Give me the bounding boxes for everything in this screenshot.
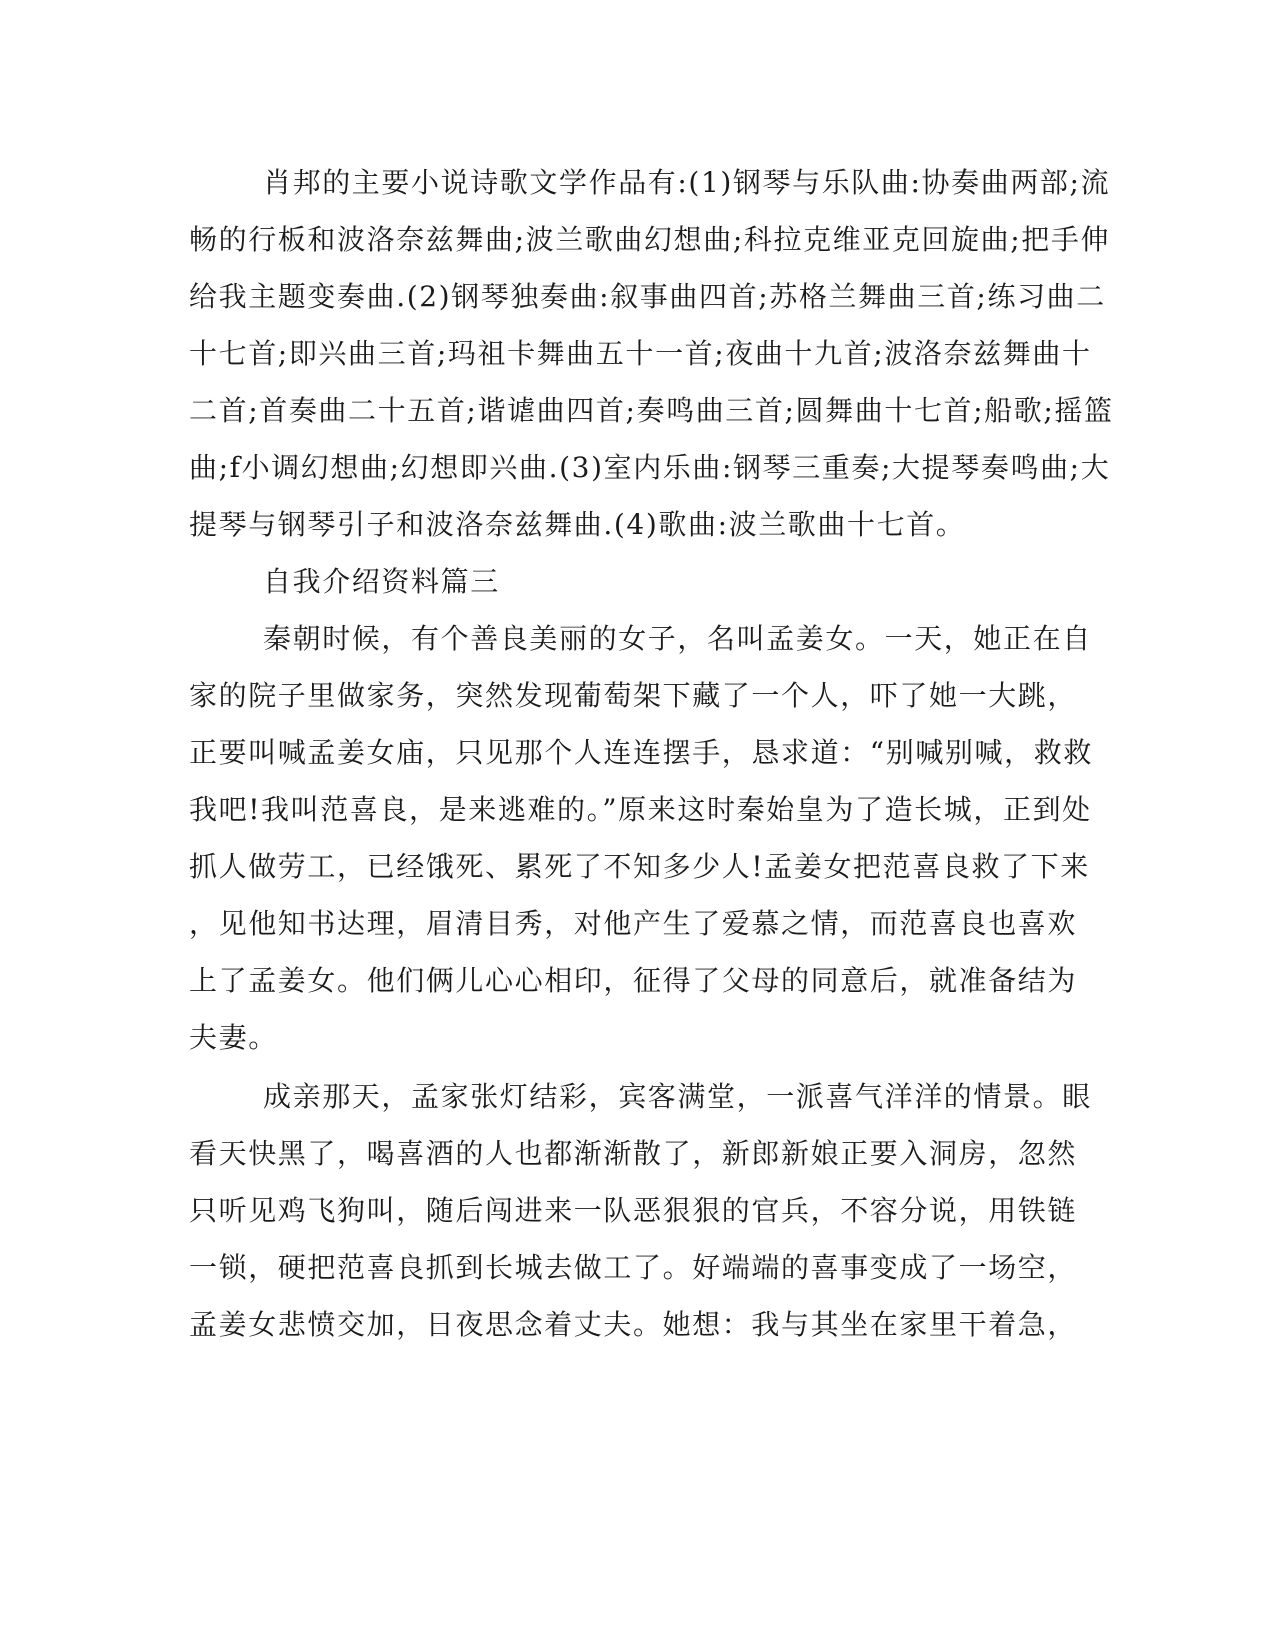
paragraph-2-line-6: ，见他知书达理，眉清目秀，对他产生了爱慕之情，而范喜良也喜欢 [189, 907, 1078, 940]
paragraph-2-line-2: 家的院子里做家务，突然发现葡萄架下藏了一个人，吓了她一大跳， [189, 679, 1078, 712]
paragraph-3-line-4: 一锁，硬把范喜良抓到长城去做工了。好端端的喜事变成了一场空， [189, 1251, 1078, 1284]
paragraph-2-line-3: 正要叫喊孟姜女庙，只见那个人连连摆手，恳求道：“别喊别喊，救救 [189, 736, 1093, 769]
paragraph-3-line-2: 看天快黑了，喝喜酒的人也都渐渐散了，新郎新娘正要入洞房，忽然 [189, 1137, 1078, 1170]
paragraph-1-line-4: 十七首;即兴曲三首;玛祖卡舞曲五十一首;夜曲十九首;波洛奈兹舞曲十 [189, 337, 1092, 370]
paragraph-3-line-1: 成亲那天，孟家张灯结彩，宾客满堂，一派喜气洋洋的情景。眼 [263, 1080, 1092, 1113]
paragraph-2-line-4: 我吧!我叫范喜良，是来逃难的。”原来这时秦始皇为了造长城，正到处 [189, 793, 1092, 826]
section-heading: 自我介绍资料篇三 [263, 565, 500, 598]
paragraph-3-line-5: 孟姜女悲愤交加，日夜思念着丈夫。她想：我与其坐在家里干着急， [189, 1308, 1078, 1341]
paragraph-1-line-3: 给我主题变奏曲.(2)钢琴独奏曲:叙事曲四首;苏格兰舞曲三首;练习曲二 [189, 280, 1106, 313]
paragraph-2-line-8: 夫妻。 [189, 1021, 278, 1054]
paragraph-2-line-7: 上了孟姜女。他们俩儿心心相印，征得了父母的同意后，就准备结为 [189, 964, 1078, 997]
paragraph-1-line-7: 提琴与钢琴引子和波洛奈兹舞曲.(4)歌曲:波兰歌曲十七首。 [189, 508, 966, 541]
paragraph-1-line-5: 二首;首奏曲二十五首;谐谑曲四首;奏鸣曲三首;圆舞曲十七首;船歌;摇篮 [189, 394, 1114, 427]
paragraph-3-line-3: 只听见鸡飞狗叫，随后闯进来一队恶狠狠的官兵，不容分说，用铁链 [189, 1194, 1078, 1227]
paragraph-1-line-6: 曲;f小调幻想曲;幻想即兴曲.(3)室内乐曲:钢琴三重奏;大提琴奏鸣曲;大 [189, 451, 1111, 484]
paragraph-1-line-2: 畅的行板和波洛奈兹舞曲;波兰歌曲幻想曲;科拉克维亚克回旋曲;把手伸 [189, 223, 1111, 256]
paragraph-2-line-5: 抓人做劳工，已经饿死、累死了不知多少人!孟姜女把范喜良救了下来 [189, 850, 1090, 883]
paragraph-1-line-1: 肖邦的主要小说诗歌文学作品有:(1)钢琴与乐队曲:协奏曲两部;流 [263, 166, 1111, 199]
paragraph-2-line-1: 秦朝时候，有个善良美丽的女子，名叫孟姜女。一天，她正在自 [263, 622, 1092, 655]
